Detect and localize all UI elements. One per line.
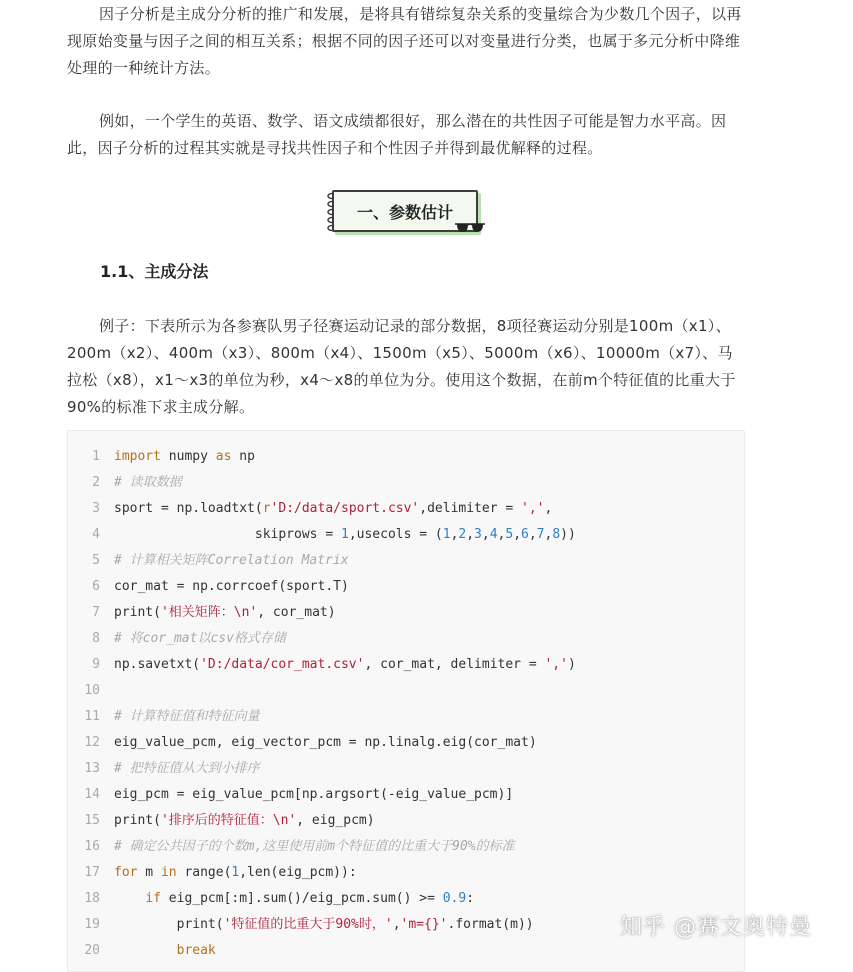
line-number: 10 xyxy=(84,683,100,698)
section-title: 一、参数估计 xyxy=(332,190,478,232)
line-number: 3 xyxy=(92,501,100,516)
line-number: 13 xyxy=(84,761,100,776)
line-number: 5 xyxy=(92,553,100,568)
subsection-title: 1.1、主成分法 xyxy=(100,262,209,281)
code-block[interactable]: 1 import numpy as np 2 # 读取数据 3 sport = np.loadtxt(r'D:/data/sport.csv',delimiter = ',', 4 skiprows = 1,usecols = (1,2,3,4,5,6,7,8)) 5 # 计算相关矩阵Correlation Matrix 6 cor_mat = np.corrcoef(sport.T) 7 print('相关矩阵：\n', cor_mat) 8 # 将cor_mat以csv格式存储 9 np.savetxt('D:/data/cor_mat.csv', cor_mat, delimiter = ',') 10 11 # 计算特征值和特征向量 12 eig_value_pcm, eig_vector_pcm = np.linalg.eig(cor_mat) 13 # 把特征值从大到小排序 14 eig_pcm = eig_value_pcm[np.argsort(-eig_value_pcm)] 15 print('排序后的特征值：\n', eig_pcm) 16 # 确定公共因子的个数m,这里使用前m个特征值的比重大于90%的标准 17 for m in range(1,len(eig_pcm)): 18 if eig_pcm[:m].sum()/eig_pcm.sum() >= 0.9: 19 print('特征值的比重大于90%时，','m={}'.format(m)) 20 break xyxy=(67,430,745,972)
line-number: 14 xyxy=(84,787,100,802)
line-number: 16 xyxy=(84,839,100,854)
sunglasses-icon xyxy=(454,220,486,234)
line-number: 2 xyxy=(92,475,100,490)
watermark: 知乎 @赛文奥特曼 xyxy=(620,915,812,940)
line-number: 1 xyxy=(92,449,100,464)
line-number: 11 xyxy=(84,709,100,724)
line-number: 18 xyxy=(84,891,100,906)
line-number: 20 xyxy=(84,943,100,958)
line-number: 4 xyxy=(92,527,100,542)
line-number: 8 xyxy=(92,631,100,646)
line-number: 17 xyxy=(84,865,100,880)
section-title-badge xyxy=(324,186,484,238)
intro-paragraph-1: 因子分析是主成分分析的推广和发展，是将具有错综复杂关系的变量综合为少数几个因子，以再现原始变量与因子之间的相互关系；根据不同的因子还可以对变量进行分类，也属于多元分析中降维处理的一种统计方法。 xyxy=(67,5,742,77)
example-paragraph: 例子：下表所示为各参赛队男子径赛运动记录的部分数据，8项径赛运动分别是100m（x1）、200m（x2）、400m（x3）、800m（x4）、1500m（x5）、5000m（x6）、10000m（x7）、马拉松（x8），x1～x3的单位为秒，x4～x8的单位为分。使用这个数据，在前m个特征值的比重大于90%的标准下求主成分解。 xyxy=(67,317,736,416)
line-number: 12 xyxy=(84,735,100,750)
line-number: 7 xyxy=(92,605,100,620)
line-number: 9 xyxy=(92,657,100,672)
intro-paragraph-2: 例如，一个学生的英语、数学、语文成绩都很好，那么潜在的共性因子可能是智力水平高。因此，因子分析的过程其实就是寻找共性因子和个性因子并得到最优解释的过程。 xyxy=(67,112,727,157)
line-number: 15 xyxy=(84,813,100,828)
line-number: 19 xyxy=(84,917,100,932)
line-number: 6 xyxy=(92,579,100,594)
